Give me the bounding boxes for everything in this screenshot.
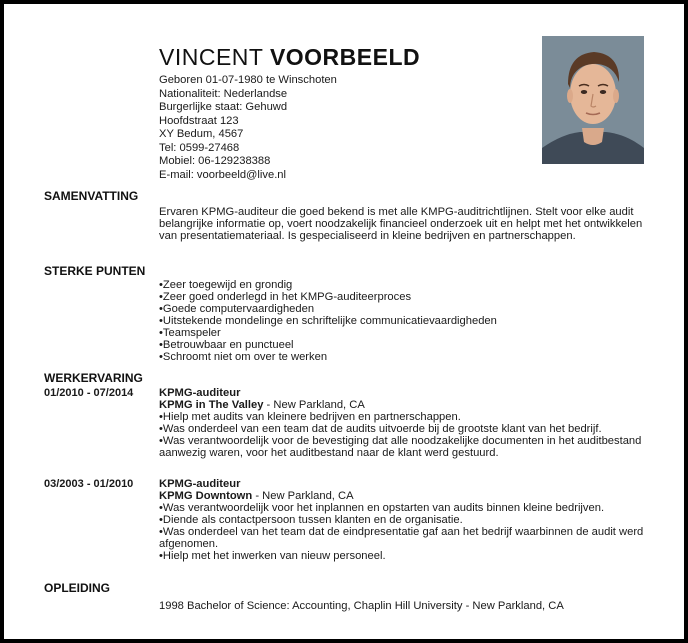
last-name: VOORBEELD [269, 44, 421, 70]
profile-photo [542, 36, 644, 164]
list-item: • Was verantwoordelijk voor de bevestiging dat alle noodzakelijke documenten in het auditbestand aanwezig waren, voor het auditbestand naar de klant werd gestuurd. [159, 435, 649, 459]
list-item: • Betrouwbaar en punctueel [159, 339, 649, 351]
list-item: • Zeer toegewijd en grondig [159, 279, 649, 291]
contact-email: E-mail: voorbeeld@live.nl [159, 168, 287, 181]
list-item: • Goede computervaardigheden [159, 303, 649, 315]
list-item: • Was verantwoordelijk voor het inplannen en opstarten van audits binnen kleine bedrijven. [159, 502, 649, 514]
job-2-bullets [159, 502, 649, 562]
list-item: • Hielp met het inwerken van nieuw personeel. [159, 550, 649, 562]
job-1-bullets [159, 411, 649, 459]
experience-heading: WERKERVARING [44, 371, 143, 385]
list-item: • Teamspeler [159, 327, 649, 339]
first-name: VINCENT [159, 44, 264, 70]
job-2 [159, 478, 649, 562]
list-item: • Was onderdeel van een team dat de audits uitvoerde bij de grootste klant van het bedrijf. [159, 423, 649, 435]
contact-city: XY Bedum, 4567 [159, 128, 244, 140]
job-1-dates: 01/2010 - 07/2014 [44, 387, 134, 399]
summary-heading: SAMENVATTING [44, 189, 139, 203]
list-item: • Uitstekende mondelinge en schriftelijke communicatievaardigheden [159, 315, 649, 327]
job-2-company-line [159, 490, 649, 502]
education-heading: OPLEIDING [44, 581, 111, 595]
job-2-role: KPMG-auditeur [159, 478, 241, 490]
contact-mobile: Mobiel: 06-129238388 [159, 155, 271, 167]
job-1-location: - New Parkland, CA [263, 399, 365, 411]
list-item: • Zeer goed onderlegd in het KMPG-auditeerproces [159, 291, 649, 303]
strengths-heading: STERKE PUNTEN [44, 264, 146, 278]
job-1 [159, 387, 649, 459]
list-item: • Diende als contactpersoon tussen klanten en de organisatie. [159, 514, 649, 526]
contact-birth: Geboren 01-07-1980 te Winschoten [159, 74, 337, 86]
job-2-dates: 03/2003 - 01/2010 [44, 478, 134, 490]
job-2-location: - New Parkland, CA [252, 490, 354, 502]
summary-text: Ervaren KPMG-auditeur die goed bekend is met alle KMPG-auditrichtlijnen. Stelt voor elke audit belangrijke informatie op, voert noodzakelijk financieel onderzoek uit en helpt met het ontwikkelen van presentatiemateriaal. Is gespecialiseerd in kleine bedrijven en partnerschappen. [159, 206, 643, 242]
contact-street: Hoofdstraat 123 [159, 114, 239, 127]
contact-block [159, 74, 337, 182]
contact-nationality: Nationaliteit: Nederlandse [159, 87, 288, 100]
job-1-role: KPMG-auditeur [159, 387, 241, 399]
candidate-name [159, 44, 420, 71]
contact-phone: Tel: 0599-27468 [159, 141, 240, 154]
list-item: • Was onderdeel van het team dat de eindpresentatie gaf aan het bedrijf waarbinnen de audit werd afgenomen. [159, 526, 649, 550]
list-item: • Schroomt niet om over te werken [159, 351, 649, 363]
job-1-company-line [159, 399, 649, 411]
job-2-company: KPMG Downtown [159, 490, 253, 502]
list-item: • Hielp met audits van kleinere bedrijven en partnerschappen. [159, 411, 649, 423]
job-1-company: KPMG in The Valley [159, 399, 264, 411]
contact-marital-status: Burgerlijke staat: Gehuwd [159, 101, 288, 113]
education-text: 1998 Bachelor of Science: Accounting, Chaplin Hill University - New Parkland, CA [159, 600, 564, 612]
strengths-list [159, 279, 649, 363]
